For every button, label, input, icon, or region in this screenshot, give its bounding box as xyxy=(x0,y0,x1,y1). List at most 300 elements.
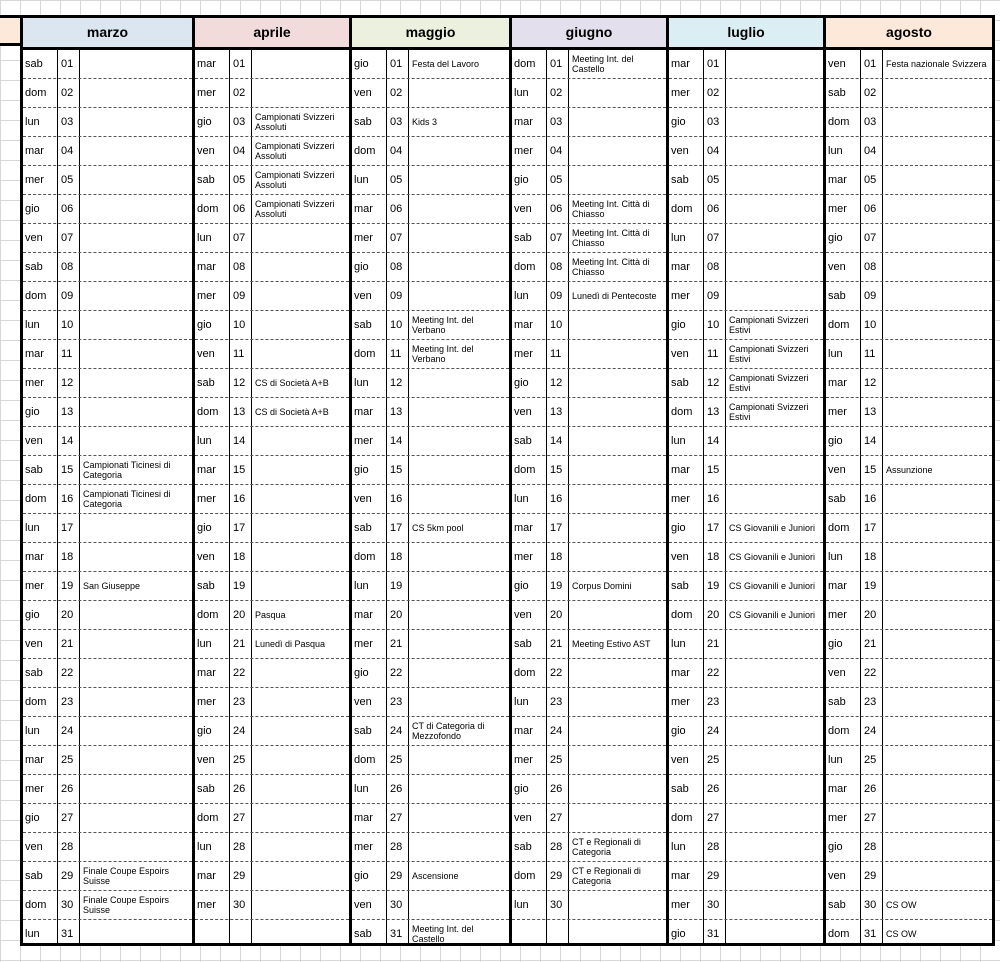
day-number: 23 xyxy=(550,696,563,708)
day-number: 17 xyxy=(61,522,74,534)
day-number: 20 xyxy=(61,609,74,621)
day-row xyxy=(195,804,349,833)
day-number: 24 xyxy=(233,725,246,737)
month-column-1 xyxy=(192,15,349,946)
day-of-week: sab xyxy=(671,174,689,186)
day-row xyxy=(826,398,992,427)
day-number: 02 xyxy=(61,87,74,99)
day-row xyxy=(512,369,666,398)
day-row xyxy=(195,224,349,253)
event-label: CT di Categoria di Mezzofondo xyxy=(412,721,485,741)
day-number: 04 xyxy=(61,145,74,157)
day-number: 19 xyxy=(61,580,74,592)
day-number: 10 xyxy=(864,319,877,331)
day-row xyxy=(826,50,992,79)
day-of-week: mar xyxy=(514,116,533,128)
day-number: 06 xyxy=(707,203,720,215)
day-row xyxy=(352,79,509,108)
day-number: 13 xyxy=(550,406,563,418)
day-row xyxy=(669,166,823,195)
day-row xyxy=(669,456,823,485)
day-number: 06 xyxy=(233,203,246,215)
day-of-week: mer xyxy=(25,580,44,592)
day-number: 04 xyxy=(390,145,403,157)
day-of-week: mar xyxy=(671,58,690,70)
day-number: 31 xyxy=(864,928,877,940)
day-of-week: dom xyxy=(25,493,47,505)
day-of-week: ven xyxy=(828,58,846,70)
day-row xyxy=(195,253,349,282)
day-row xyxy=(23,775,192,804)
day-number: 23 xyxy=(390,696,403,708)
day-row xyxy=(669,282,823,311)
day-number: 15 xyxy=(390,464,403,476)
day-row xyxy=(195,659,349,688)
day-of-week: sab xyxy=(354,725,372,737)
event-label: CS Giovanili e Juniori xyxy=(729,552,816,562)
event-label: Campionati Svizzeri Assoluti xyxy=(255,141,335,161)
day-number: 26 xyxy=(233,783,246,795)
day-number: 03 xyxy=(233,116,246,128)
day-number: 16 xyxy=(864,493,877,505)
day-row xyxy=(669,195,823,224)
day-number: 22 xyxy=(550,667,563,679)
day-number: 18 xyxy=(707,551,720,563)
day-number: 07 xyxy=(707,232,720,244)
day-row xyxy=(195,166,349,195)
day-number: 21 xyxy=(390,638,403,650)
day-number: 26 xyxy=(61,783,74,795)
day-of-week: lun xyxy=(197,638,212,650)
day-of-week: mer xyxy=(671,87,690,99)
day-of-week: gio xyxy=(671,319,686,331)
day-of-week: ven xyxy=(197,145,215,157)
day-row xyxy=(23,688,192,717)
day-row xyxy=(669,804,823,833)
event-label: Festa del Lavoro xyxy=(412,59,480,69)
day-number: 01 xyxy=(61,58,74,70)
day-row xyxy=(23,746,192,775)
day-number: 11 xyxy=(550,348,562,360)
day-number: 19 xyxy=(550,580,563,592)
day-number: 13 xyxy=(707,406,720,418)
day-of-week: dom xyxy=(354,348,376,360)
day-number: 28 xyxy=(864,841,877,853)
day-row xyxy=(23,485,192,514)
day-row xyxy=(669,572,823,601)
event-label: Corpus Domini xyxy=(572,581,632,591)
day-number: 26 xyxy=(864,783,877,795)
day-number: 23 xyxy=(233,696,246,708)
day-row xyxy=(512,920,666,948)
day-of-week: mer xyxy=(354,435,373,447)
day-of-week: gio xyxy=(671,116,686,128)
day-row xyxy=(669,688,823,717)
day-row xyxy=(195,630,349,659)
day-number: 05 xyxy=(707,174,720,186)
event-label: CT e Regionali di Categoria xyxy=(572,837,641,857)
day-row xyxy=(512,746,666,775)
day-row xyxy=(826,195,992,224)
day-number: 28 xyxy=(550,841,563,853)
day-of-week: mar xyxy=(828,783,847,795)
day-of-week: gio xyxy=(828,435,843,447)
day-of-week: lun xyxy=(514,899,529,911)
day-number: 17 xyxy=(707,522,720,534)
day-of-week: sab xyxy=(671,783,689,795)
day-of-week: mer xyxy=(197,899,216,911)
day-row xyxy=(826,920,992,948)
day-number: 19 xyxy=(390,580,403,592)
day-number: 15 xyxy=(707,464,720,476)
day-of-week: mar xyxy=(671,870,690,882)
day-row xyxy=(195,427,349,456)
day-of-week: sab xyxy=(828,493,846,505)
day-row xyxy=(195,572,349,601)
day-number: 06 xyxy=(864,203,877,215)
day-row xyxy=(352,920,509,948)
day-number: 14 xyxy=(864,435,877,447)
event-label: Meeting Int. del Castello xyxy=(572,54,634,74)
day-of-week: mar xyxy=(197,261,216,273)
day-row xyxy=(826,253,992,282)
day-row xyxy=(669,862,823,891)
day-number: 02 xyxy=(707,87,720,99)
day-of-week: dom xyxy=(354,145,376,157)
day-of-week: lun xyxy=(514,87,529,99)
day-row xyxy=(669,630,823,659)
day-number: 14 xyxy=(550,435,563,447)
day-number: 25 xyxy=(390,754,403,766)
day-row xyxy=(512,717,666,746)
day-number: 09 xyxy=(864,290,877,302)
day-row xyxy=(512,137,666,166)
day-number: 21 xyxy=(707,638,720,650)
day-number: 28 xyxy=(233,841,246,853)
day-of-week: lun xyxy=(828,348,843,360)
day-row xyxy=(352,195,509,224)
event-label: Kids 3 xyxy=(412,117,438,127)
day-of-week: mar xyxy=(197,667,216,679)
day-number: 10 xyxy=(61,319,74,331)
day-row xyxy=(512,601,666,630)
day-row xyxy=(826,659,992,688)
event-label: CS Giovanili e Juniori xyxy=(729,523,816,533)
day-row xyxy=(195,543,349,572)
day-number: 16 xyxy=(233,493,246,505)
day-of-week: sab xyxy=(25,870,43,882)
day-number: 05 xyxy=(550,174,563,186)
month-header: marzo xyxy=(23,18,192,50)
event-label: Finale Coupe Espoirs Suisse xyxy=(83,895,170,915)
day-row xyxy=(352,224,509,253)
day-of-week: gio xyxy=(671,725,686,737)
day-row xyxy=(512,398,666,427)
day-row xyxy=(352,311,509,340)
day-number: 01 xyxy=(233,58,246,70)
day-of-week: gio xyxy=(828,841,843,853)
day-number: 01 xyxy=(390,58,403,70)
day-of-week: lun xyxy=(354,174,369,186)
day-number: 13 xyxy=(390,406,403,418)
day-row xyxy=(826,311,992,340)
day-number: 20 xyxy=(707,609,720,621)
day-of-week: ven xyxy=(354,87,372,99)
day-of-week: ven xyxy=(197,754,215,766)
event-label: Lunedì di Pasqua xyxy=(255,639,326,649)
previous-month-header-fragment xyxy=(0,15,20,46)
day-of-week: gio xyxy=(514,174,529,186)
day-row xyxy=(352,50,509,79)
event-label: Meeting Int. del Castello xyxy=(412,924,474,944)
day-number: 27 xyxy=(550,812,563,824)
day-number: 12 xyxy=(550,377,563,389)
day-of-week: mer xyxy=(25,783,44,795)
day-row xyxy=(826,688,992,717)
day-row xyxy=(826,572,992,601)
event-label: Campionati Svizzeri Estivi xyxy=(729,344,809,364)
day-of-week: dom xyxy=(828,725,850,737)
day-row xyxy=(23,108,192,137)
day-row xyxy=(512,311,666,340)
day-of-week: gio xyxy=(671,522,686,534)
day-number: 08 xyxy=(61,261,74,273)
day-of-week: dom xyxy=(828,928,850,940)
day-of-week: sab xyxy=(514,435,532,447)
day-of-week: lun xyxy=(197,232,212,244)
event-label: Pasqua xyxy=(255,610,286,620)
day-of-week: lun xyxy=(671,638,686,650)
day-row xyxy=(826,833,992,862)
month-column-5 xyxy=(823,15,995,946)
day-row xyxy=(512,630,666,659)
day-row xyxy=(352,369,509,398)
day-of-week: mer xyxy=(354,232,373,244)
day-row xyxy=(512,340,666,369)
day-number: 21 xyxy=(864,638,877,650)
month-header: aprile xyxy=(195,18,349,50)
day-row xyxy=(195,891,349,920)
day-number: 06 xyxy=(61,203,74,215)
day-number: 27 xyxy=(61,812,74,824)
day-of-week: gio xyxy=(197,116,212,128)
day-number: 10 xyxy=(390,319,403,331)
day-number: 27 xyxy=(864,812,877,824)
day-of-week: dom xyxy=(514,667,536,679)
day-of-week: mer xyxy=(514,754,533,766)
day-number: 01 xyxy=(864,58,877,70)
event-label: CT e Regionali di Categoria xyxy=(572,866,641,886)
day-of-week: dom xyxy=(671,406,693,418)
day-row xyxy=(669,543,823,572)
day-row xyxy=(352,514,509,543)
day-of-week: sab xyxy=(354,319,372,331)
day-row xyxy=(195,862,349,891)
day-row xyxy=(826,427,992,456)
day-row xyxy=(826,282,992,311)
day-of-week: ven xyxy=(25,435,43,447)
day-of-week: mar xyxy=(197,464,216,476)
day-of-week: mer xyxy=(25,174,44,186)
day-of-week: dom xyxy=(25,899,47,911)
day-row xyxy=(195,688,349,717)
day-row xyxy=(826,746,992,775)
event-label: Lunedì di Pentecoste xyxy=(572,291,657,301)
day-number: 03 xyxy=(864,116,877,128)
day-row xyxy=(195,195,349,224)
day-number: 19 xyxy=(864,580,877,592)
day-row xyxy=(352,108,509,137)
day-number: 02 xyxy=(390,87,403,99)
day-number: 18 xyxy=(390,551,403,563)
day-row xyxy=(512,659,666,688)
day-row xyxy=(23,282,192,311)
day-number: 07 xyxy=(233,232,246,244)
day-row xyxy=(23,340,192,369)
day-number: 08 xyxy=(707,261,720,273)
day-number: 15 xyxy=(233,464,246,476)
day-number: 30 xyxy=(707,899,720,911)
day-number: 30 xyxy=(864,899,877,911)
day-of-week: lun xyxy=(25,928,40,940)
day-row xyxy=(352,340,509,369)
day-of-week: ven xyxy=(671,551,689,563)
day-number: 03 xyxy=(61,116,74,128)
day-row xyxy=(512,833,666,862)
day-number: 03 xyxy=(390,116,403,128)
day-of-week: mar xyxy=(828,174,847,186)
day-number: 13 xyxy=(233,406,246,418)
day-row xyxy=(512,224,666,253)
day-row xyxy=(23,833,192,862)
event-label: Meeting Estivo AST xyxy=(572,639,651,649)
day-row xyxy=(512,253,666,282)
day-row xyxy=(195,137,349,166)
day-of-week: sab xyxy=(25,464,43,476)
day-of-week: mar xyxy=(828,377,847,389)
day-number: 25 xyxy=(707,754,720,766)
day-row xyxy=(512,166,666,195)
day-number: 29 xyxy=(707,870,720,882)
day-row xyxy=(826,369,992,398)
day-number: 19 xyxy=(707,580,720,592)
day-of-week: mer xyxy=(354,841,373,853)
day-row xyxy=(512,50,666,79)
day-of-week: mer xyxy=(197,87,216,99)
day-row xyxy=(669,775,823,804)
day-number: 18 xyxy=(864,551,877,563)
day-of-week: sab xyxy=(828,87,846,99)
day-of-week: ven xyxy=(514,203,532,215)
day-row xyxy=(195,398,349,427)
day-of-week: dom xyxy=(828,522,850,534)
day-of-week: lun xyxy=(354,580,369,592)
day-number: 25 xyxy=(233,754,246,766)
day-number: 30 xyxy=(233,899,246,911)
day-number: 07 xyxy=(550,232,563,244)
day-number: 29 xyxy=(864,870,877,882)
day-row xyxy=(352,485,509,514)
day-row xyxy=(352,891,509,920)
day-row xyxy=(23,543,192,572)
day-row xyxy=(352,398,509,427)
day-of-week: ven xyxy=(828,870,846,882)
day-row xyxy=(512,775,666,804)
day-number: 10 xyxy=(233,319,246,331)
event-label: Assunzione xyxy=(886,465,933,475)
day-number: 11 xyxy=(864,348,876,360)
day-of-week: mer xyxy=(828,812,847,824)
day-of-week: sab xyxy=(197,580,215,592)
day-row xyxy=(23,891,192,920)
day-number: 02 xyxy=(233,87,246,99)
day-number: 31 xyxy=(390,928,403,940)
day-row xyxy=(23,862,192,891)
day-of-week: mer xyxy=(197,696,216,708)
day-row xyxy=(512,688,666,717)
day-number: 30 xyxy=(390,899,403,911)
day-number: 20 xyxy=(864,609,877,621)
day-of-week: mar xyxy=(354,812,373,824)
month-column-2 xyxy=(349,15,509,946)
day-of-week: dom xyxy=(354,754,376,766)
day-row xyxy=(669,79,823,108)
day-of-week: ven xyxy=(828,667,846,679)
day-number: 30 xyxy=(61,899,74,911)
day-row xyxy=(23,920,192,948)
day-of-week: gio xyxy=(25,203,40,215)
day-of-week: dom xyxy=(197,203,219,215)
day-row xyxy=(512,79,666,108)
day-row xyxy=(669,311,823,340)
day-row xyxy=(826,340,992,369)
day-row xyxy=(669,833,823,862)
day-number: 15 xyxy=(61,464,74,476)
day-number: 12 xyxy=(61,377,74,389)
day-of-week: mer xyxy=(514,348,533,360)
day-number: 01 xyxy=(707,58,720,70)
day-row xyxy=(195,50,349,79)
day-of-week: lun xyxy=(671,841,686,853)
day-number: 21 xyxy=(233,638,246,650)
day-row xyxy=(23,456,192,485)
day-row xyxy=(512,891,666,920)
day-row xyxy=(195,514,349,543)
day-number: 22 xyxy=(864,667,877,679)
day-of-week: ven xyxy=(514,812,532,824)
day-number: 12 xyxy=(707,377,720,389)
day-of-week: sab xyxy=(828,899,846,911)
day-of-week: gio xyxy=(514,783,529,795)
day-number: 13 xyxy=(61,406,74,418)
day-number: 04 xyxy=(233,145,246,157)
day-number: 30 xyxy=(550,899,563,911)
event-label: CS Giovanili e Juniori xyxy=(729,610,816,620)
day-row xyxy=(352,630,509,659)
month-header: maggio xyxy=(352,18,509,50)
day-number: 17 xyxy=(233,522,246,534)
day-of-week: lun xyxy=(197,841,212,853)
day-number: 20 xyxy=(233,609,246,621)
day-number: 29 xyxy=(61,870,74,882)
day-of-week: gio xyxy=(514,580,529,592)
day-row xyxy=(826,891,992,920)
day-number: 03 xyxy=(707,116,720,128)
day-row xyxy=(23,804,192,833)
day-number: 08 xyxy=(864,261,877,273)
day-of-week: mer xyxy=(197,493,216,505)
day-row xyxy=(23,630,192,659)
